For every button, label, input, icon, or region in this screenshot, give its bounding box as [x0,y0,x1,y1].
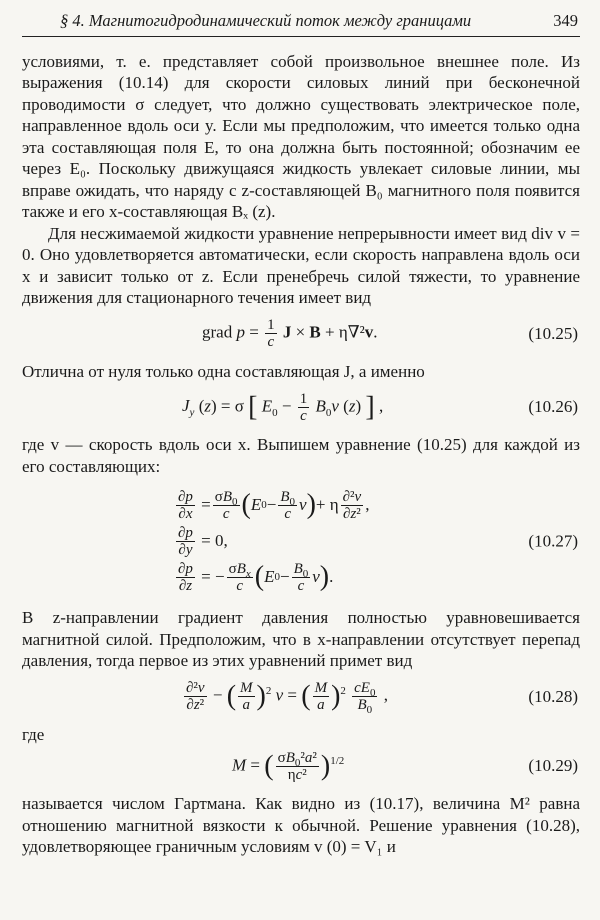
equation-number: (10.27) [528,531,578,551]
equation-10-28 [22,680,580,714]
equation-number: (10.28) [528,686,578,706]
running-header [22,10,580,37]
header-title: § 4. Магнитогидродинамический поток между границами [60,11,472,30]
equation-10-28-body: $\frac{\text{∂²v}}{\text{∂z²}}$ − ( $\frac{M}{a}$ )$^2$ v = ( $\frac{M}{a}$ )$^2$ $\frac{cE_0}{B_0}$ , [186,680,388,716]
paragraph-3: Отлична от нуля только одна составляющая J, а именно [22,361,425,381]
equation-10-27-line-3: $\frac{\partial p}{\partial z}$ = − $\frac{\sigma B_x}{c}$ ( E 0 − $\frac{B_0}{c}$ v ) . [178,560,334,594]
equation-number: (10.25) [528,323,578,343]
equation-10-27-line-2: $\frac{\partial p}{\partial y}$ = 0, [178,524,228,558]
equation-10-26-body: $J_y$ (z) = σ [ $E_0$ − $\frac{1}{c}$ $B_0v$ (z) ] , [182,390,384,424]
equation-10-26 [22,390,580,424]
equation-number: (10.26) [528,397,578,417]
paragraph-2: Для несжимаемой жидкости уравнение непрерывности имеет вид div v = 0. Оно удовлетворяется автоматически, если скорость направлена вдоль оси x и зависит только от z. Если пренебречь силой тяжести, то уравнение движения для стационарного течения имеет вид [22,223,580,307]
paragraph-5: В z-направлении градиент давления полностью уравновешивается магнитной силой. Предположим, что в x-направлении отсутствует перепад давления, тогда первое из этих уравнений примет вид [22,608,580,670]
paragraph-4: где v — скорость вдоль оси x. Выпишем уравнение (10.25) для каждой из его составляющих: [22,435,580,476]
equation-10-25-body: grad p = $\frac{1}{c}$ J × B + η∇²v. [202,317,378,350]
equation-10-29-body: M = ( $\frac{\sigma B_0^2a^2}{\text{ηc²}}$ )$^{1/2}$ [232,749,345,783]
paragraph-7: называется числом Гартмана. Как видно из (10.17), величина M² равна отношению магнитной вязкости к обычной. Решение уравнения (10.28), удовлетворяющее граничным условиям v (0) = V₁ и [22,794,580,856]
equation-10-27 [22,487,580,595]
paragraph-1: условиями, т. е. представляет собой произвольное внешнее поле. Из выражения (10.14) для скорости силовых линий при бесконечной проводимости σ следует, что должно существовать электрическое поле, направленное вдоль оси y. Если мы предположим, что имеется только одна эта составляющая поля E, то она должна быть постоянной; обозначим ее через E₀. Поскольку движущаяся жидкость увлекает силовые линии, мы вправе ожидать, что наряду с z-составляющей B₀ магнитного поля появится также и его x-составляющая Bₓ (z). [22,51,580,221]
equation-number: (10.29) [528,756,578,776]
page-number: 349 [553,11,578,30]
page [22,10,580,858]
equation-10-27-line-1: $\frac{\partial p}{\partial x}$ = $\frac{\sigma B_0}{c}$ ( E 0 − $\frac{B_0}{c}$ v ) + η $\frac{\text{∂²v}}{\text{∂z²}}$ , [178,488,370,522]
paragraph-6: где [22,724,45,744]
equation-10-25 [22,317,580,351]
equation-10-29 [22,749,580,783]
